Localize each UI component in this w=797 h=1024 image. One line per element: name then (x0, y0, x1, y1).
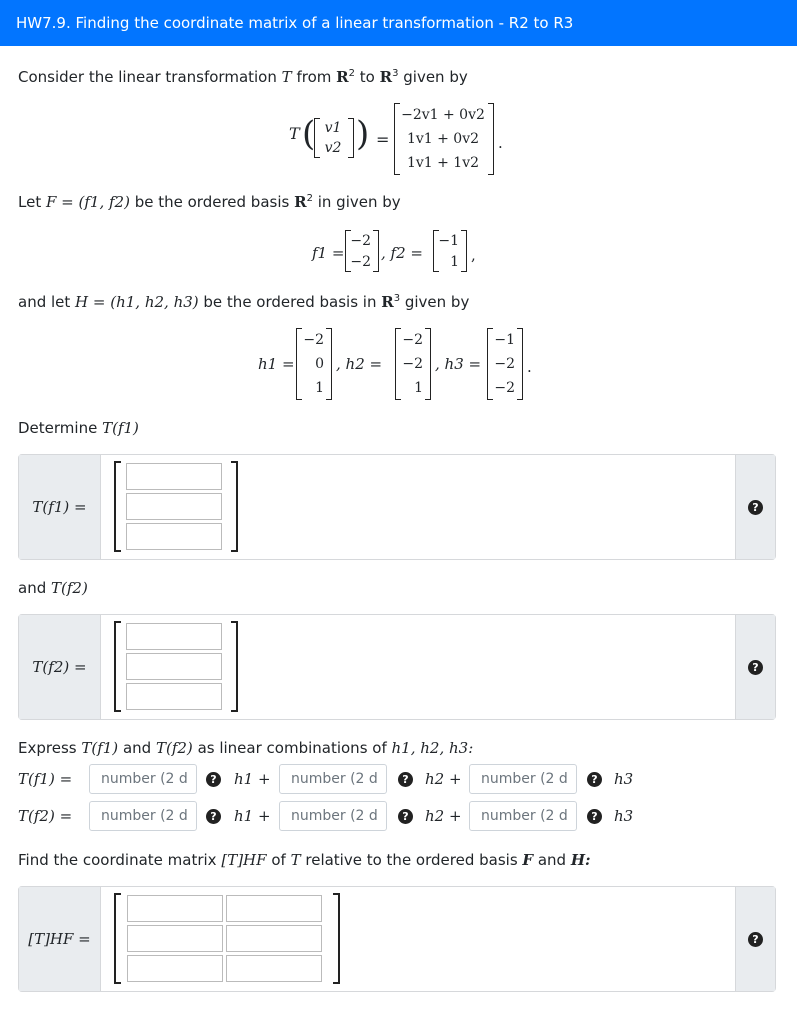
q3-r2-coef-3[interactable]: number (2 d (469, 801, 577, 831)
q2-prompt: and T(f2) (18, 579, 88, 597)
intro-line: Consider the linear transformation T from $R^2$ to $R^3$ given by (18, 68, 468, 86)
question-circle-icon: ? (748, 660, 763, 675)
h2-vector: −2 −2 1 (395, 328, 431, 400)
q3-r1-coef-1[interactable]: number (2 d (89, 764, 197, 794)
q4-label: [T]HF = (19, 887, 101, 991)
q4-entry-3-1[interactable] (127, 955, 223, 982)
q2-entry-1[interactable] (126, 623, 222, 650)
left-paren: ( (302, 114, 316, 154)
question-title: HW7.9. Finding the coordinate matrix of a linear transformation - R2 to R3 (16, 14, 574, 32)
q1-prompt: Determine T(f1) (18, 419, 139, 437)
q1-matrix (114, 461, 238, 552)
q4-matrix (114, 893, 340, 984)
question-header (0, 0, 797, 46)
question-circle-icon: ? (748, 932, 763, 947)
question-circle-icon[interactable]: ? (206, 772, 221, 787)
basis-f-line: Let F = (f1, f2) be the ordered basis $R^2$ in given by (18, 193, 401, 211)
question-circle-icon[interactable]: ? (587, 809, 602, 824)
question-circle-icon[interactable]: ? (398, 772, 413, 787)
question-circle-icon[interactable]: ? (398, 809, 413, 824)
q1-entry-3[interactable] (126, 523, 222, 550)
q1-entry-1[interactable] (126, 463, 222, 490)
input-vector: v1 v2 (314, 118, 354, 158)
q1-label: T(f1) = (19, 455, 101, 559)
q3-r2-coef-2[interactable]: number (2 d (279, 801, 387, 831)
q4-answer-panel (18, 886, 776, 992)
equals-sign: = (376, 130, 390, 149)
q4-entry-3-2[interactable] (226, 955, 322, 982)
q2-matrix (114, 621, 238, 712)
q2-help-button[interactable] (735, 615, 775, 719)
q4-entry-1-1[interactable] (127, 895, 223, 922)
q2-label: T(f2) = (19, 615, 101, 719)
transform-T: T (289, 124, 300, 143)
q3-r2-coef-1[interactable]: number (2 d (89, 801, 197, 831)
f2-vector: −1 1 (433, 230, 467, 272)
h3-vector: −1 −2 −2 (487, 328, 523, 400)
h1-vector: −2 0 1 (296, 328, 332, 400)
q4-entry-2-1[interactable] (127, 925, 223, 952)
question-circle-icon[interactable]: ? (587, 772, 602, 787)
output-vector: −2v1 + 0v2 1v1 + 0v2 1v1 + 1v2 (394, 103, 494, 175)
basis-h-line: and let H = (h1, h2, h3) be the ordered basis in $R^3$ given by (18, 293, 470, 311)
q1-help-button[interactable] (735, 455, 775, 559)
q1-entry-2[interactable] (126, 493, 222, 520)
question-circle-icon: ? (748, 500, 763, 515)
f1-vector: −2 −2 (345, 230, 379, 272)
q4-entry-1-2[interactable] (226, 895, 322, 922)
q2-entry-2[interactable] (126, 653, 222, 680)
q4-entry-2-2[interactable] (226, 925, 322, 952)
q3-r1-coef-2[interactable]: number (2 d (279, 764, 387, 794)
q3-prompt: Express T(f1) and T(f2) as linear combinations of h1, h2, h3: (18, 739, 474, 757)
q3-r1-coef-3[interactable]: number (2 d (469, 764, 577, 794)
q4-prompt: Find the coordinate matrix [T]HF of T relative to the ordered basis F and H: (18, 851, 591, 869)
q1-answer-panel (18, 454, 776, 560)
q4-help-button[interactable] (735, 887, 775, 991)
question-circle-icon[interactable]: ? (206, 809, 221, 824)
q2-answer-panel (18, 614, 776, 720)
right-paren: ) (356, 114, 370, 154)
q2-entry-3[interactable] (126, 683, 222, 710)
